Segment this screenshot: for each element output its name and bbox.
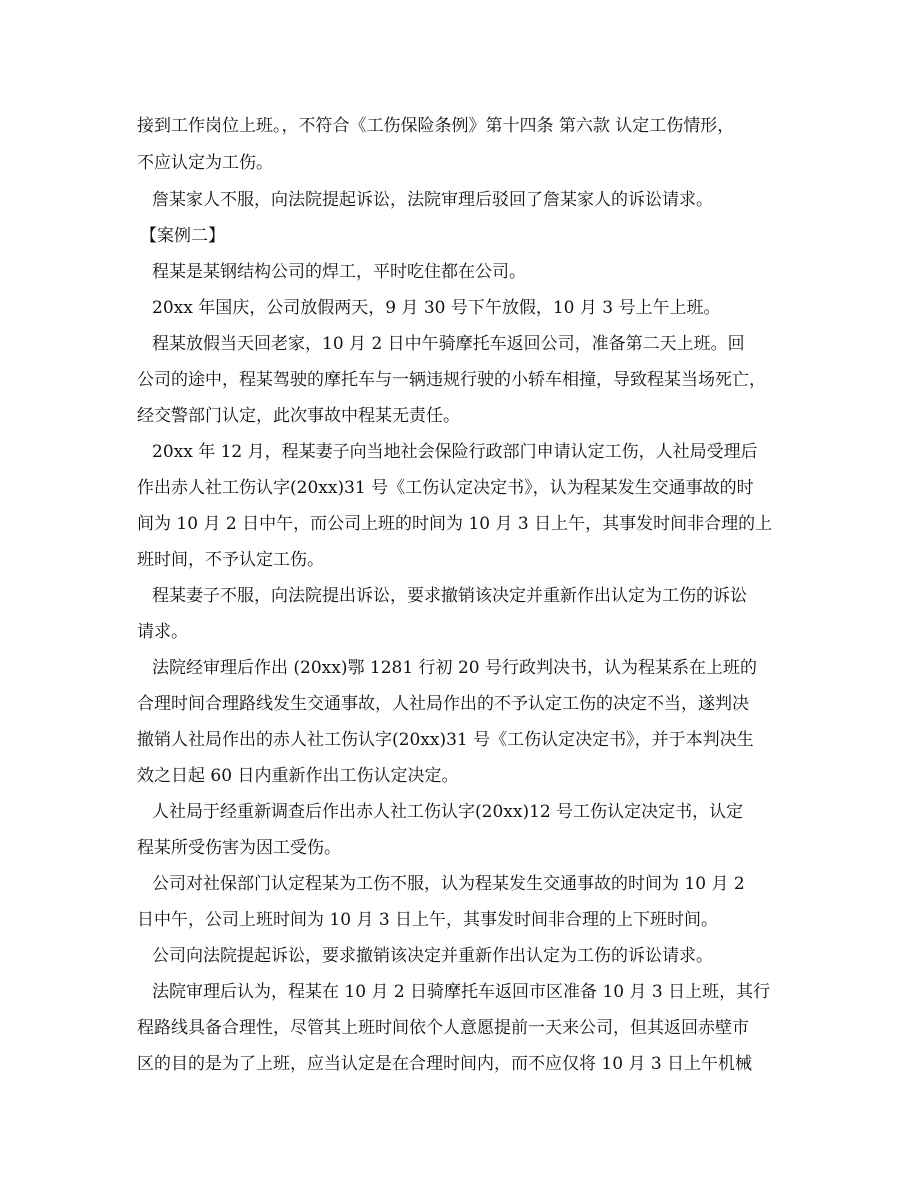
- text-line-24: 公司向法院提起诉讼，要求撤销该决定并重新作出认定为工伤的诉讼请求。: [152, 946, 713, 966]
- text-line-3: 詹某家人不服，向法院提起诉讼，法院审理后驳回了詹某家人的诉讼请求。: [152, 190, 713, 210]
- text-line-12: 间为 10 月 2 日中午，而公司上班的时间为 10 月 3 日上午，其事发时间非合理的上: [137, 514, 773, 534]
- text-line-21: 程某所受伤害为因工受伤。: [137, 838, 341, 858]
- text-line-17: 合理时间合理路线发生交通事故，人社局作出的不予认定工伤的决定不当，遂判决: [137, 694, 749, 714]
- text-line-9: 经交警部门认定，此次事故中程某无责任。: [137, 406, 460, 426]
- text-line-14: 程某妻子不服，向法院提出诉讼，要求撤销该决定并重新作出认定为工伤的诉讼: [152, 586, 747, 606]
- text-line-16: 法院经审理后作出 (20xx)鄂 1281 行初 20 号行政判决书，认为程某系在上班的: [152, 658, 757, 678]
- text-line-23: 日中午，公司上班时间为 10 月 3 日上午，其事发时间非合理的上下班时间。: [137, 910, 719, 930]
- text-line-4: 【案例二】: [140, 226, 225, 246]
- text-line-25: 法院审理后认为，程某在 10 月 2 日骑摩托车返回市区准备 10 月 3 日上班，其行: [152, 982, 771, 1002]
- text-line-19: 效之日起 60 日内重新作出工伤认定决定。: [137, 766, 459, 786]
- text-line-13: 班时间，不予认定工伤。: [137, 550, 324, 570]
- text-line-22: 公司对社保部门认定程某为工伤不服，认为程某发生交通事故的时间为 10 月 2: [152, 874, 745, 894]
- text-line-20: 人社局于经重新调查后作出赤人社工伤认字(20xx)12 号工伤认定决定书，认定: [152, 802, 744, 822]
- text-line-15: 请求。: [137, 622, 188, 642]
- text-line-8: 公司的途中，程某驾驶的摩托车与一辆违规行驶的小轿车相撞，导致程某当场死亡，: [137, 370, 766, 390]
- text-line-2: 不应认定为工伤。: [137, 153, 273, 173]
- text-line-27: 区的目的是为了上班，应当认定是在合理时间内，而不应仅将 10 月 3 日上午机械: [137, 1054, 753, 1074]
- text-line-5: 程某是某钢结构公司的焊工，平时吃住都在公司。: [152, 262, 526, 282]
- text-line-6: 20xx 年国庆，公司放假两天，9 月 30 号下午放假，10 月 3 号上午上班。: [152, 298, 721, 318]
- text-line-7: 程某放假当天回老家，10 月 2 日中午骑摩托车返回公司，准备第二天上班。回: [152, 334, 745, 354]
- text-line-26: 程路线具备合理性，尽管其上班时间依个人意愿提前一天来公司，但其返回赤壁市: [137, 1018, 749, 1038]
- text-line-18: 撤销人社局作出的赤人社工伤认字(20xx)31 号《工伤认定决定书》，并于本判决生: [137, 730, 754, 750]
- text-line-10: 20xx 年 12 月，程某妻子向当地社会保险行政部门申请认定工伤，人社局受理后: [152, 442, 758, 462]
- text-line-11: 作出赤人社工伤认字(20xx)31 号《工伤认定决定书》，认为程某发生交通事故的时: [137, 478, 754, 498]
- text-line-1: 接到工作岗位上班。，不符合《工伤保险条例》第十四条 第六款 认定工伤情形，: [137, 116, 735, 136]
